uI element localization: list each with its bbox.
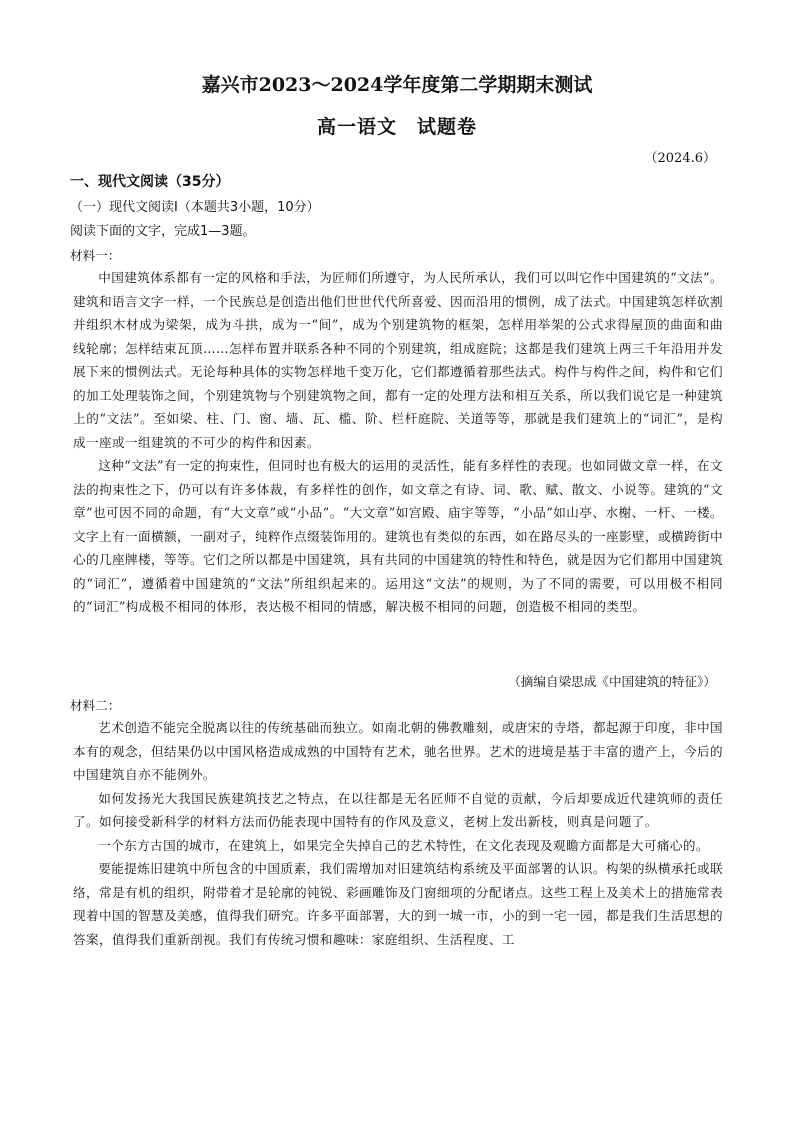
material2-text [73,716,723,951]
material2-paragraph-2: 如何发扬光大我国民族建筑技艺之特点，在以往都是无名匠师不自觉的贡献，今后却要成近代建筑师的责任了。如何接受新科学的材料方法而仍能表现中国特有的作风及意义，老树上发出新枝，则真是问题了。 [73,790,723,829]
exam-subtitle: 高一语文 试题卷 [316,116,477,138]
material2-label: 材料二： [70,698,121,713]
exam-title: 嘉兴市2023～2024学年度第二学期期末测试 [201,74,593,96]
material2-paragraph-3: 一个东方古国的城市，在建筑上，如果完全失掉自己的艺术特性，在文化表现及观瞻方面都是大可痛心的。 [98,837,709,853]
material1-text [73,266,723,619]
material1-paragraph-2: 这种“文法”有一定的拘束性，但同时也有极大的运用的灵活性，能有多样性的表现。也如同做文章一样，在文法的拘束性之下，仍可以有许多体裁，有多样性的创作，如文章之有诗、词、歌、赋、散文、小说等。建筑的“文章”也可因不同的命题，有“大文章”或“小品”。“大文章”如宫殿、庙宇等等，“小品”如山亭、水榭、一杆、一楼。文字上有一面横额，一副对子，纯粹作点缀装饰用的。建筑也有类似的东西，如在路尽头的一座影壁，或横跨街中心的几座牌楼，等等。它们之所以都是中国建筑，具有共同的中国建筑的特性和特色，就是因为它们都用中国建筑的“词汇”，遵循着中国建筑的“文法”所组织起来的。运用这“文法”的规则，为了不同的需要，可以用极不相同的“词汇”构成极不相同的体形，表达极不相同的情感，解决极不相同的问题，创造极不相同的类型。 [73,458,723,614]
material2-paragraph-4: 要能提炼旧建筑中所包含的中国质素，我们需增加对旧建筑结构系统及平面部署的认识。构架的纵横承托或联络，常是有机的组织，附带着才是轮廓的钝锐、彩画雕饰及门窗细项的分配诸点。这些工程上及美术上的措施常表现着中国的智慧及美感，值得我们研究。许多平面部署，大的到一城一市，小的到一宅一园，都是我们生活思想的答案，值得我们重新剖视。我们有传统习惯和趣味：家庭组织、生活程度、工 [73,861,723,947]
part-heading: （一）现代文阅读Ⅰ（本题共3小题，10分） [70,200,320,215]
material1-paragraph-1: 中国建筑体系都有一定的风格和手法，为匠师们所遵守，为人民所承认，我们可以叫它作中国建筑的“文法”。建筑和语言文字一样，一个民族总是创造出他们世世代代所喜爱、因而沿用的惯例，成了法式。中国建筑怎样砍割并组织木材成为梁架，成为斗拱，成为一“间”，成为个别建筑物的框架，怎样用举架的公式求得屋顶的曲面和曲线轮廓；怎样结束瓦顶……怎样布置并联系各种不同的个别建筑，组成庭院；这都是我们建筑上两三千年沿用并发展下来的惯例法式。无论每种具体的实物怎样地千变万化，它们都遵循着那些法式。构件与构件之间，构件和它们的加工处理装饰之间，个别建筑物与个别建筑物之间，都有一定的处理方法和相互关系，所以我们说它是一种建筑上的“文法”。至如梁、柱、门、窗、墙、瓦、槛、阶、栏杆庭院、关道等等，那就是我们建筑上的“词汇”，是构成一座或一组建筑的不可少的构件和因素。 [73,270,723,450]
exam-date: （2024.6） [644,151,716,166]
material1-source: （摘编自梁思成《中国建筑的特征》） [508,674,716,689]
material2-paragraph-1: 艺术创造不能完全脱离以往的传统基础而独立。如南北朝的佛教雕刻，或唐宋的寺塔，都起源于印度，非中国本有的观念，但结果仍以中国风格造成成熟的中国特有艺术，驰名世界。艺术的进境是基于丰富的遗产上，今后的中国建筑自亦不能例外。 [73,720,723,782]
instruction: 阅读下面的文字，完成1—3题。 [70,224,256,239]
section-heading: 一、现代文阅读（35分） [70,174,230,190]
material1-label: 材料一： [70,248,121,263]
